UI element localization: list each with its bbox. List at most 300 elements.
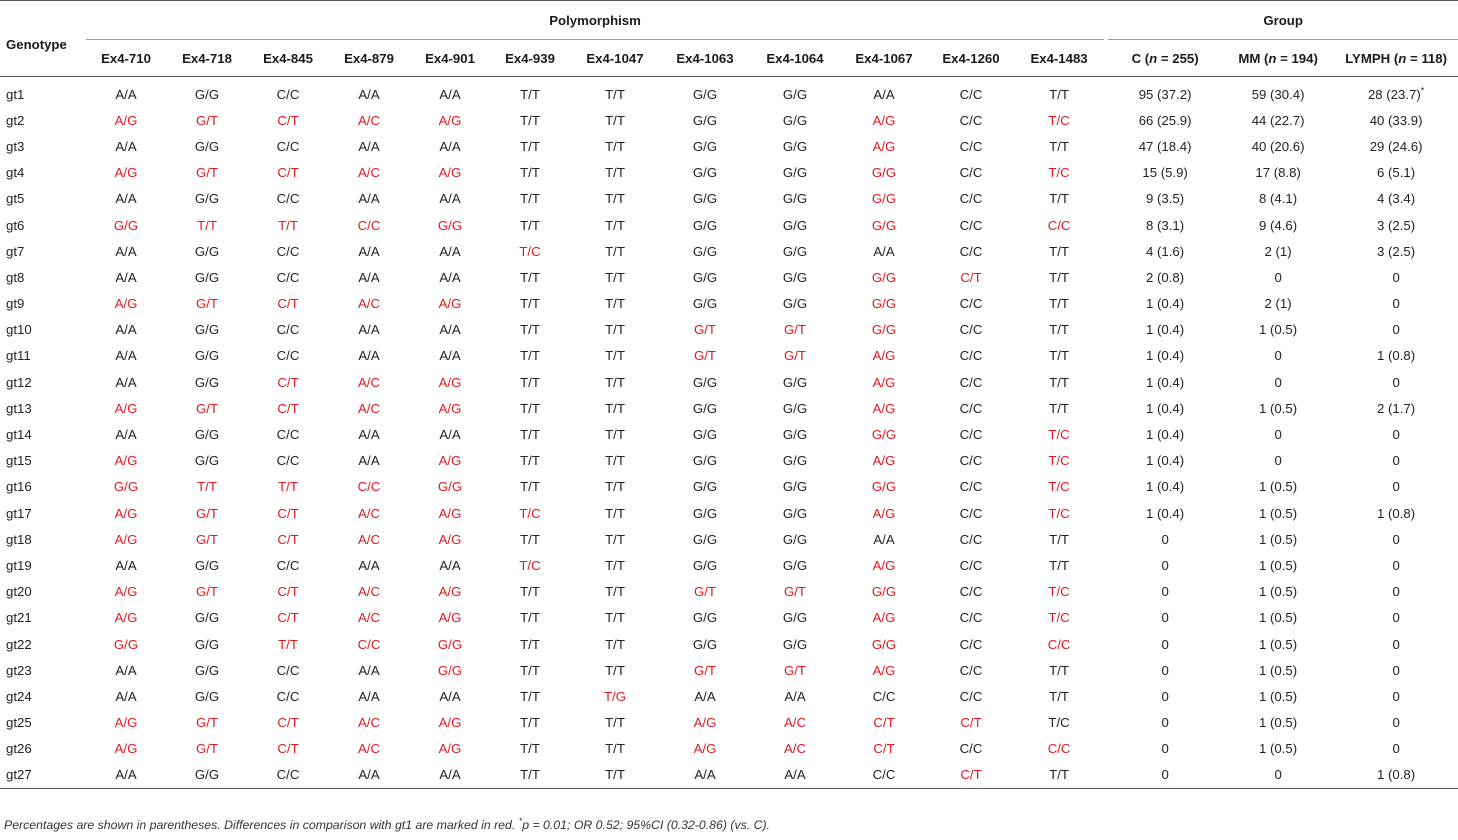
table-row [0,657,1458,683]
allele-cell: G/G [692,636,718,652]
group-count-cell-ly: 0 [1392,479,1400,495]
allele-cell: C/C [357,217,381,233]
group-count-cell-ly: 0 [1392,296,1400,312]
allele-cell: G/G [692,479,718,495]
allele-cell: C/C [959,662,983,678]
allele-cell: G/G [194,688,220,704]
group-count-cell-c: 1 (0.4) [1146,400,1185,416]
allele-cell: G/G [194,138,220,154]
allele-cell: G/G [782,636,808,652]
genotype-cell: gt8 [6,269,25,285]
allele-cell: G/T [196,505,218,521]
allele-cell: A/C [358,715,380,731]
group-count-cell-mm: 2 (1) [1264,243,1292,259]
allele-cell: T/T [520,688,540,704]
table-row [0,369,1458,395]
allele-cell: C/C [357,479,381,495]
group-count-cell-mm: 0 [1274,269,1282,285]
allele-cell: C/C [276,269,300,285]
allele-cell: C/C [959,217,983,233]
allele-cell: G/G [194,610,220,626]
allele-cell: C/T [277,505,299,521]
allele-cell: A/G [438,400,462,416]
allele-cell: C/C [959,243,983,259]
allele-cell: G/G [692,165,718,181]
allele-cell: C/C [872,767,896,783]
allele-cell: C/T [960,767,982,783]
group-count-cell-c: 0 [1161,557,1169,573]
allele-cell: T/C [1048,453,1070,469]
allele-cell: G/G [113,636,139,652]
group-count-cell-ly: 3 (2.5) [1377,217,1416,233]
allele-cell: G/G [692,610,718,626]
allele-cell: T/T [278,217,298,233]
group-count-cell-ly: 1 (0.8) [1377,767,1416,783]
table-row [0,710,1458,736]
group-count-cell-c: 0 [1161,741,1169,757]
allele-cell: A/G [693,715,717,731]
allele-cell: C/C [959,453,983,469]
allele-cell: C/C [959,505,983,521]
allele-cell: C/C [276,348,300,364]
allele-cell: G/G [194,348,220,364]
allele-cell: C/C [959,427,983,443]
group-count-cell-ly: 1 (0.8) [1377,348,1416,364]
allele-cell: C/C [959,688,983,704]
allele-cell: T/T [520,322,540,338]
allele-cell: A/G [438,374,462,390]
genotype-header: Genotype [6,37,67,52]
allele-cell: G/T [694,322,716,338]
allele-cell: C/T [277,584,299,600]
snp-header-ex4-1483: Ex4-1483 [1030,50,1088,66]
allele-cell: G/G [692,86,718,102]
group-count-cell-mm: 1 (0.5) [1259,584,1298,600]
group-count-cell-ly: 0 [1392,662,1400,678]
group-count-cell-mm: 1 (0.5) [1259,741,1298,757]
allele-cell: G/G [437,217,463,233]
allele-cell: T/C [1048,584,1070,600]
allele-cell: A/C [358,374,380,390]
allele-cell: G/G [692,217,718,233]
allele-cell: T/T [1049,400,1069,416]
allele-cell: G/G [782,374,808,390]
table-row [0,291,1458,317]
group-count-cell-ly: 0 [1392,427,1400,443]
allele-cell: T/T [520,374,540,390]
snp-header-ex4-939: Ex4-939 [505,50,555,66]
allele-cell: C/C [959,138,983,154]
allele-cell: G/T [196,296,218,312]
group-header-c: C (n = 255) [1131,50,1199,66]
allele-cell: C/C [959,584,983,600]
allele-cell: G/T [784,322,806,338]
allele-cell: G/G [437,479,463,495]
allele-cell: T/T [520,348,540,364]
allele-cell: C/C [959,610,983,626]
allele-cell: A/G [438,453,462,469]
group-count-cell-c: 1 (0.4) [1146,374,1185,390]
allele-cell: C/C [959,374,983,390]
allele-cell: A/G [114,112,138,128]
allele-cell: G/G [782,400,808,416]
genotype-cell: gt2 [6,112,25,128]
allele-cell: G/T [694,584,716,600]
allele-cell: T/T [197,217,217,233]
genotype-cell: gt11 [6,348,31,364]
allele-cell: A/A [358,427,380,443]
group-count-cell-mm: 1 (0.5) [1259,531,1298,547]
allele-cell: A/G [114,505,138,521]
allele-cell: G/G [782,86,808,102]
allele-cell: T/T [605,269,625,285]
genotype-cell: gt1 [6,86,25,102]
group-count-cell-c: 0 [1161,610,1169,626]
allele-cell: G/G [692,531,718,547]
allele-cell: A/C [358,531,380,547]
genotype-cell: gt22 [6,636,32,652]
group-count-cell-mm: 1 (0.5) [1259,400,1298,416]
allele-cell: T/T [520,767,540,783]
column-header-row [0,40,1458,77]
group-count-cell-ly: 3 (2.5) [1377,243,1416,259]
allele-cell: A/A [115,688,137,704]
allele-cell: C/C [959,531,983,547]
allele-cell: C/T [960,269,982,285]
genotype-cell: gt21 [6,610,32,626]
snp-header-ex4-1064: Ex4-1064 [766,50,824,66]
footnote-asterisk: * [518,815,523,826]
snp-header-ex4-879: Ex4-879 [344,50,394,66]
allele-cell: A/A [873,243,895,259]
table-row [0,736,1458,762]
allele-cell: G/G [871,296,897,312]
snp-header-ex4-845: Ex4-845 [263,50,313,66]
allele-cell: C/T [960,715,982,731]
allele-cell: G/G [113,479,139,495]
allele-cell: T/T [605,557,625,573]
allele-cell: A/A [115,662,137,678]
allele-cell: A/A [694,688,716,704]
allele-cell: T/T [520,86,540,102]
table-row [0,395,1458,421]
allele-cell: T/T [1049,269,1069,285]
allele-cell: T/T [1049,374,1069,390]
group-count-cell-c: 0 [1161,531,1169,547]
group-count-cell-ly: 0 [1392,531,1400,547]
allele-cell: T/T [520,138,540,154]
group-header-lymph: LYMPH (n = 118) [1345,50,1447,66]
allele-cell: A/G [872,138,896,154]
allele-cell: G/G [782,191,808,207]
allele-cell: G/T [784,584,806,600]
allele-cell: C/T [277,296,299,312]
table-row [0,186,1458,212]
allele-cell: A/A [784,688,806,704]
allele-cell: T/C [1048,610,1070,626]
group-header-mm: MM (n = 194) [1238,50,1318,66]
allele-cell: T/C [519,505,541,521]
group-count-cell-c: 0 [1161,715,1169,731]
allele-cell: T/C [519,557,541,573]
allele-cell: G/T [694,348,716,364]
allele-cell: C/C [959,741,983,757]
allele-cell: G/G [194,453,220,469]
allele-cell: A/A [439,322,461,338]
allele-cell: T/T [520,112,540,128]
allele-cell: A/A [439,348,461,364]
allele-cell: A/A [115,557,137,573]
allele-cell: C/T [277,531,299,547]
allele-cell: C/C [959,322,983,338]
allele-cell: A/G [438,165,462,181]
allele-cell: A/A [439,767,461,783]
allele-cell: G/G [871,165,897,181]
table-row [0,77,1458,108]
allele-cell: T/T [1049,191,1069,207]
allele-cell: T/C [1048,427,1070,443]
table-row [0,107,1458,133]
group-count-cell-ly: 0 [1392,453,1400,469]
allele-cell: G/G [871,427,897,443]
allele-cell: C/C [959,400,983,416]
table-row [0,683,1458,709]
allele-cell: A/A [115,348,137,364]
allele-cell: C/C [959,636,983,652]
allele-cell: G/G [782,165,808,181]
group-count-cell-ly: 0 [1392,322,1400,338]
allele-cell: A/G [872,112,896,128]
allele-cell: G/G [437,636,463,652]
allele-cell: C/C [357,636,381,652]
snp-header-ex4-718: Ex4-718 [182,50,232,66]
allele-cell: G/G [692,296,718,312]
allele-cell: G/G [692,138,718,154]
table-row [0,448,1458,474]
allele-cell: A/A [358,269,380,285]
group-count-cell-ly: 0 [1392,715,1400,731]
allele-cell: C/C [276,243,300,259]
allele-cell: T/T [605,217,625,233]
allele-cell: T/T [197,479,217,495]
allele-cell: A/G [114,610,138,626]
allele-cell: G/T [196,165,218,181]
allele-cell: A/C [358,584,380,600]
allele-cell: G/G [782,243,808,259]
allele-cell: T/T [520,269,540,285]
allele-cell: G/G [782,531,808,547]
table-row [0,762,1458,789]
allele-cell: C/T [277,374,299,390]
allele-cell: A/A [115,138,137,154]
allele-cell: T/T [1049,296,1069,312]
allele-cell: G/G [437,662,463,678]
allele-cell: A/G [114,741,138,757]
genotype-cell: gt10 [6,322,32,338]
group-count-cell-mm: 0 [1274,767,1282,783]
allele-cell: T/T [605,112,625,128]
allele-cell: T/T [605,296,625,312]
allele-cell: T/T [1049,767,1069,783]
allele-cell: A/A [439,243,461,259]
allele-cell: A/A [115,767,137,783]
allele-cell: A/A [358,688,380,704]
allele-cell: G/G [194,767,220,783]
allele-cell: G/G [194,427,220,443]
group-count-cell-c: 95 (37.2) [1138,86,1192,102]
group-count-cell-c: 4 (1.6) [1146,243,1185,259]
allele-cell: A/G [114,531,138,547]
allele-cell: G/G [113,217,139,233]
allele-cell: A/C [358,400,380,416]
allele-cell: A/G [438,584,462,600]
allele-cell: G/G [782,112,808,128]
allele-cell: T/T [520,191,540,207]
allele-cell: C/C [1047,636,1071,652]
allele-cell: A/G [872,374,896,390]
allele-cell: A/A [358,138,380,154]
allele-cell: A/A [439,557,461,573]
allele-cell: T/T [1049,243,1069,259]
group-count-cell-mm: 1 (0.5) [1259,479,1298,495]
allele-cell: T/C [1048,715,1070,731]
table-row [0,474,1458,500]
group-count-cell-c: 15 (5.9) [1142,165,1188,181]
allele-cell: G/G [692,374,718,390]
allele-cell: G/G [692,427,718,443]
allele-cell: T/G [604,688,626,704]
allele-cell: T/T [605,662,625,678]
allele-cell: A/A [439,86,461,102]
table-row [0,421,1458,447]
allele-cell: G/G [782,269,808,285]
group-count-cell-c: 1 (0.4) [1146,296,1185,312]
footnote-text: Percentages are shown in parentheses. Differences in comparison with gt1 are marked in red. [4,818,519,832]
genotype-cell: gt9 [6,296,25,312]
allele-cell: A/A [439,138,461,154]
allele-cell: A/C [358,610,380,626]
allele-cell: T/T [605,165,625,181]
group-count-cell-ly: 0 [1392,610,1400,626]
table-header [0,1,1458,77]
allele-cell: C/C [959,191,983,207]
allele-cell: A/G [872,505,896,521]
table-row [0,605,1458,631]
group-count-cell-mm: 0 [1274,453,1282,469]
allele-cell: C/T [277,741,299,757]
allele-cell: T/T [605,610,625,626]
table-row [0,160,1458,186]
table-row [0,526,1458,552]
allele-cell: A/G [438,715,462,731]
allele-cell: C/C [276,557,300,573]
allele-cell: T/T [605,636,625,652]
allele-cell: A/G [114,453,138,469]
allele-cell: T/T [278,636,298,652]
group-count-cell-c: 0 [1161,662,1169,678]
allele-cell: C/C [959,165,983,181]
allele-cell: T/T [605,400,625,416]
allele-cell: C/C [959,348,983,364]
genotype-cell: gt24 [6,688,32,704]
genotype-cell: gt18 [6,531,32,547]
allele-cell: T/T [520,427,540,443]
allele-cell: A/A [439,191,461,207]
allele-cell: G/G [194,322,220,338]
table-row [0,133,1458,159]
group-count-cell-mm: 1 (0.5) [1259,688,1298,704]
group-count-cell-ly: 0 [1392,741,1400,757]
allele-cell: T/T [605,479,625,495]
allele-cell: G/T [196,584,218,600]
allele-cell: G/G [194,269,220,285]
group-count-cell-c: 1 (0.4) [1146,479,1185,495]
allele-cell: T/T [520,584,540,600]
allele-cell: C/C [276,688,300,704]
allele-cell: A/A [873,86,895,102]
group-count-cell-ly: 0 [1392,269,1400,285]
table-row [0,579,1458,605]
allele-cell: T/T [520,715,540,731]
snp-header-ex4-901: Ex4-901 [425,50,475,66]
allele-cell: C/C [276,767,300,783]
table-row [0,500,1458,526]
allele-cell: G/G [782,217,808,233]
allele-cell: C/C [872,688,896,704]
allele-cell: A/C [784,715,806,731]
genotype-cell: gt5 [6,191,25,207]
allele-cell: A/A [439,688,461,704]
allele-cell: C/C [959,479,983,495]
significance-asterisk: * [1420,85,1425,96]
allele-cell: G/G [692,112,718,128]
allele-cell: G/G [782,427,808,443]
allele-cell: A/G [114,400,138,416]
allele-cell: G/G [194,662,220,678]
allele-cell: A/G [872,610,896,626]
allele-cell: T/T [1049,86,1069,102]
group-count-cell-c: 1 (0.4) [1146,427,1185,443]
allele-cell: G/G [782,296,808,312]
group-count-cell-mm: 1 (0.5) [1259,610,1298,626]
allele-cell: G/G [871,584,897,600]
allele-cell: A/G [438,112,462,128]
allele-cell: G/T [784,348,806,364]
allele-cell: A/C [358,165,380,181]
allele-cell: A/G [114,296,138,312]
allele-cell: A/G [872,400,896,416]
allele-cell: C/C [959,557,983,573]
allele-cell: T/T [520,531,540,547]
allele-cell: A/G [872,348,896,364]
group-count-cell-ly: 0 [1392,636,1400,652]
allele-cell: G/T [196,531,218,547]
group-count-cell-mm: 1 (0.5) [1259,557,1298,573]
group-count-cell-c: 1 (0.4) [1146,322,1185,338]
allele-cell: T/T [520,165,540,181]
allele-cell: T/C [519,243,541,259]
allele-cell: C/C [959,112,983,128]
allele-cell: C/T [873,715,895,731]
allele-cell: C/C [276,86,300,102]
genotype-cell: gt7 [6,243,25,259]
allele-cell: A/A [115,86,137,102]
genotype-cell: gt13 [6,400,32,416]
allele-cell: A/A [784,767,806,783]
allele-cell: T/T [520,479,540,495]
allele-cell: A/G [114,715,138,731]
allele-cell: A/A [694,767,716,783]
